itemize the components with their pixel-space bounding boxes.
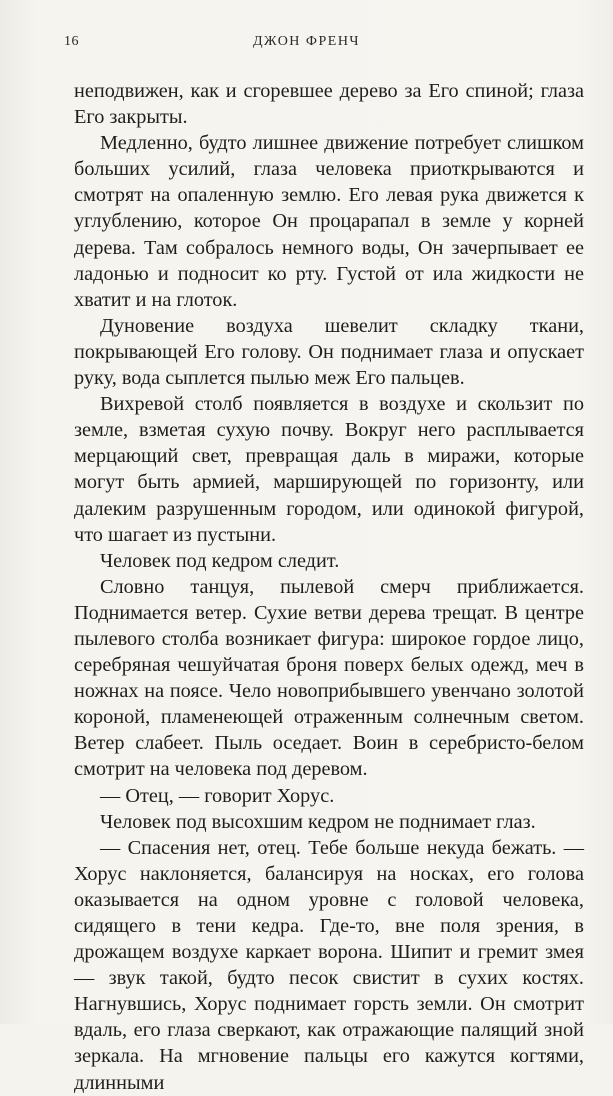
paragraph: Словно танцуя, пылевой смерч приближается. Поднимается ветер. Сухие ветви дерева трещат. В центре пылевого столба возникает фигура: широкое гордое лицо, серебряная чешуйчатая броня поверх белых одежд, меч в ножнах на поясе. Чело новоприбывшего увенчано золотой короной, пламенеющей отраженным солнечным светом. Ветер слабеет. Пыль оседает. Воин в серебристо-белом смотрит на человека под деревом. [74,575,584,781]
paragraph: Дуновение воздуха шевелит складку ткани, покрывающей Его голову. Он поднимает глаза и опускает руку, вода сыплется пылью меж Его пальцев. [74,314,584,390]
body-text [74,78,584,1096]
running-header [0,26,613,50]
paragraph: Человек под кедром следит. [100,549,340,572]
paragraph: — Спасения нет, отец. Тебе больше некуда бежать. — Хорус наклоняется, балансируя на носках, его голова оказывается на одном уровне с головой человека, сидящего в тени кедра. Где-то, вне поля зрения, в дрожащем воздухе каркает ворона. Шипит и гремит змея — звук такой, будто песок свистит в сухих костях. Нагнувшись, Хорус поднимает горсть земли. Он смотрит вдаль, его глаза сверкают, как отражающие палящий зной зеркала. На мгновение пальцы его кажутся когтями, длинными [74,836,584,1094]
book-author: ДЖОН ФРЕНЧ [252,34,361,49]
paragraph: Вихревой столб появляется в воздухе и скользит по земле, взметая сухую почву. Вокруг него расплывается мерцающий свет, превращая даль в миражи, которые могут быть армией, марширующей по горизонту, или далеким разрушенным городом, или одинокой фигурой, что шагает из пустыни. [74,393,584,546]
paragraph: Человек под высохшим кедром не поднимает глаз. [100,810,536,833]
paragraph: Медленно, будто лишнее движение потребует слишком больших усилий, глаза человека приоткрываются и смотрят на опаленную землю. Его левая рука движется к углублению, которое Он процарапал в земле у корней дерева. Там собралось немного воды, Он зачерпывает ее ладонью и подносит ко рту. Густой от ила жидкости не хватит и на глоток. [74,132,584,311]
paragraph: неподвижен, как и сгоревшее дерево за Его спиной; глаза Его закрыты. [74,80,584,129]
page-number: 16 [64,34,79,49]
paragraph: — Отец, — говорит Хорус. [100,784,335,807]
